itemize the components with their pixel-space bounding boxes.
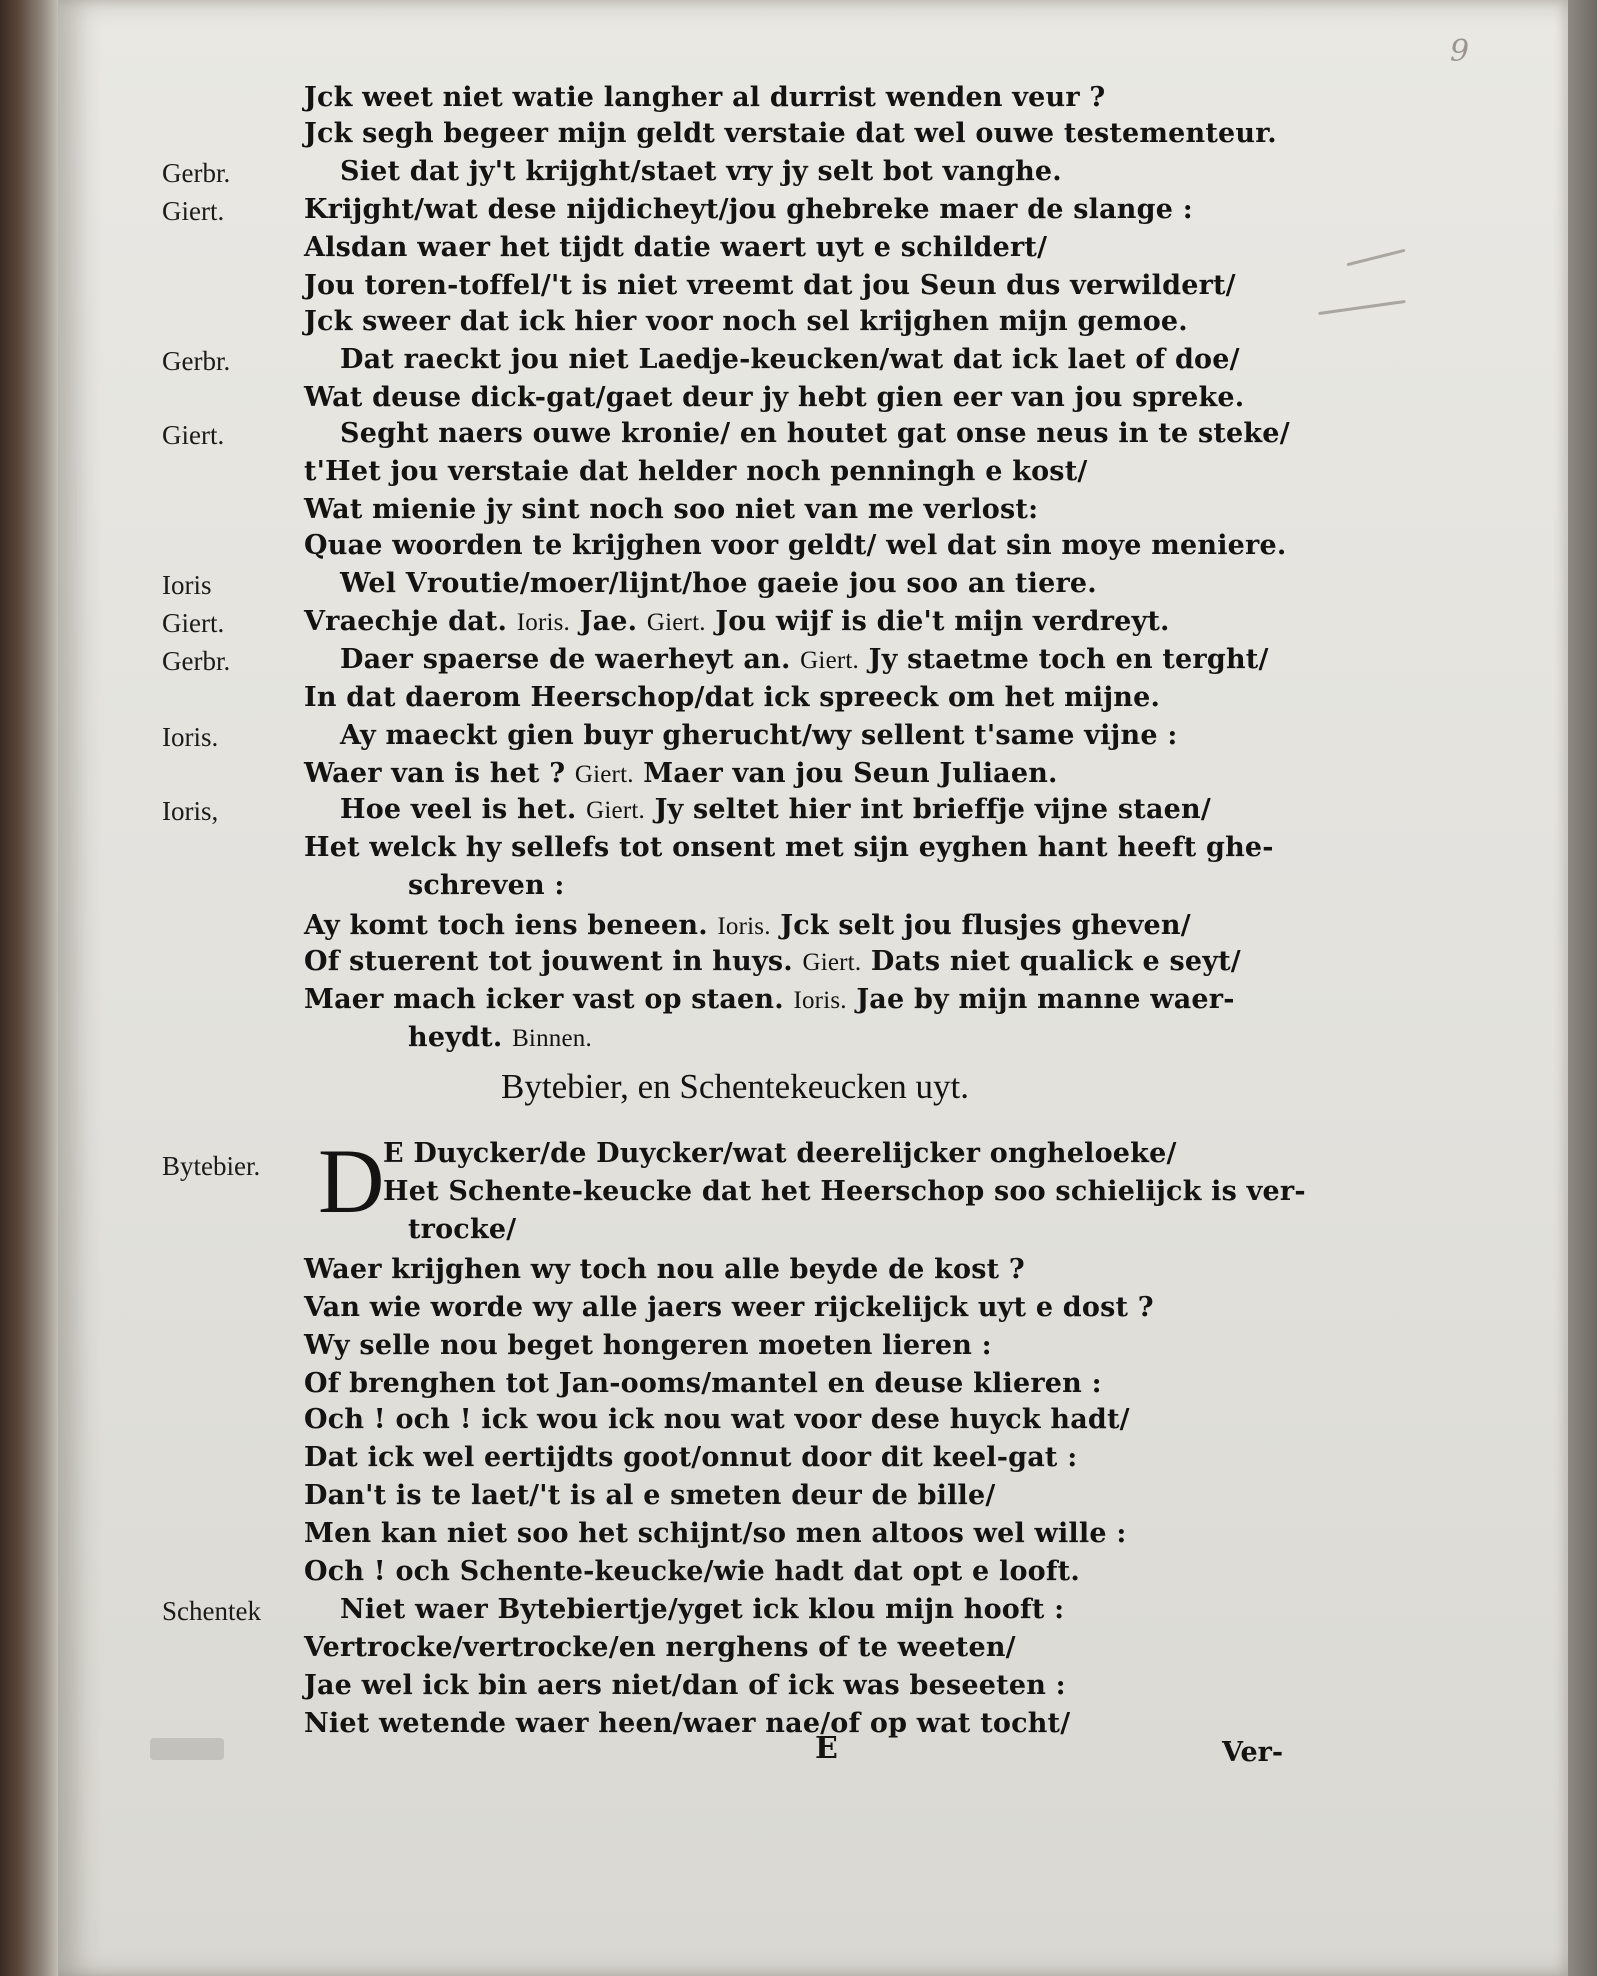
verse-text: Jae. bbox=[570, 606, 647, 637]
signature-mark: E bbox=[815, 1731, 838, 1766]
verse-line: Seght naers ouwe kronie/ en houtet gat onse neus in te steke/ bbox=[340, 418, 1290, 449]
speaker-label: Giert. bbox=[162, 196, 225, 226]
inline-speaker-name: Giert. bbox=[800, 647, 859, 674]
verse-line bbox=[304, 946, 1241, 977]
page-number: 9 bbox=[1450, 34, 1470, 69]
verse-line: Och ! och ! ick wou ick nou wat voor dese huyck hadt/ bbox=[304, 1404, 1130, 1435]
verse-text: Ay komt toch iens beneen. bbox=[304, 910, 718, 941]
verse-line: Of brenghen tot Jan-ooms/mantel en deuse klieren : bbox=[304, 1368, 1102, 1399]
speaker-label: Gerbr. bbox=[162, 346, 231, 376]
verse-text: Jou wijf is die't mijn verdreyt. bbox=[705, 606, 1170, 637]
verse-text: Daer spaerse de waerheyt an. bbox=[340, 644, 801, 675]
verse-line: trocke/ bbox=[408, 1214, 517, 1245]
verse-text: Of stuerent tot jouwent in huys. bbox=[304, 946, 803, 977]
verse-line bbox=[304, 984, 1235, 1015]
verse-line: Jck weet niet watie langher al durrist wenden veur ? bbox=[304, 82, 1106, 113]
verse-line: Wat deuse dick-gat/gaet deur jy hebt gien eer van jou spreke. bbox=[304, 382, 1245, 413]
verse-line: Alsdan waer het tijdt datie waert uyt e schildert/ bbox=[304, 232, 1048, 263]
verse-line: Niet wetende waer heen/waer nae/of op wat tocht/ bbox=[304, 1708, 1071, 1739]
verse-line: schreven : bbox=[408, 870, 565, 901]
verse-line: Jae wel ick bin aers niet/dan of ick was beseeten : bbox=[304, 1670, 1066, 1701]
verse-line: Het welck hy sellefs tot onsent met sijn eyghen hant heeft ghe- bbox=[304, 832, 1274, 863]
verse-line: Ay maeckt gien buyr gherucht/wy sellent t'same vijne : bbox=[340, 720, 1178, 751]
verse-line: Waer krijghen wy toch nou alle beyde de kost ? bbox=[304, 1254, 1025, 1285]
verse-line: Men kan niet soo het schijnt/so men altoos wel wille : bbox=[304, 1518, 1127, 1549]
speaker-label: Bytebier. bbox=[162, 1151, 261, 1181]
verse-line: Jck segh begeer mijn geldt verstaie dat wel ouwe testementeur. bbox=[304, 118, 1277, 149]
verse-line: Och ! och Schente-keucke/wie hadt dat opt e looft. bbox=[304, 1556, 1080, 1587]
verse-line: Siet dat jy't krijght/staet vry jy selt bot vanghe. bbox=[340, 156, 1062, 187]
drop-cap: D bbox=[318, 1130, 385, 1232]
verse-line: Krijght/wat dese nijdicheyt/jou ghebreke maer de slange : bbox=[304, 194, 1193, 225]
verse-line: Jck sweer dat ick hier voor noch sel krijghen mijn gemoe. bbox=[304, 306, 1188, 337]
verse-line bbox=[304, 910, 1191, 941]
verse-line bbox=[340, 644, 1269, 675]
verse-line: Dat raeckt jou niet Laedje-keucken/wat dat ick laet of doe/ bbox=[340, 344, 1240, 375]
verse-text: Maer mach icker vast op staen. bbox=[304, 984, 794, 1015]
verse-line bbox=[304, 758, 1058, 789]
verse-text: Dats niet qualick e seyt/ bbox=[861, 946, 1241, 977]
verse-line: Dat ick wel eertijdts goot/onnut door dit keel-gat : bbox=[304, 1442, 1078, 1473]
speaker-label: Gerbr. bbox=[162, 646, 231, 676]
verse-text: Hoe veel is het. bbox=[340, 794, 587, 825]
verse-line: Dan't is te laet/'t is al e smeten deur de bille/ bbox=[304, 1480, 996, 1511]
inline-speaker-name: Giert. bbox=[646, 609, 706, 636]
inline-speaker-name: Binnen. bbox=[512, 1025, 592, 1052]
verse-text: Waer van is het ? bbox=[304, 758, 575, 789]
verse-text: Maer van jou Seun Juliaen. bbox=[633, 758, 1058, 789]
verse-line bbox=[304, 606, 1170, 637]
inline-speaker-name: Giert. bbox=[574, 761, 634, 788]
speaker-label: Ioris bbox=[162, 570, 212, 600]
speaker-label: Gerbr. bbox=[162, 158, 231, 188]
verse-line: Wat mienie jy sint noch soo niet van me verlost: bbox=[304, 494, 1039, 525]
inline-speaker-name: Giert. bbox=[802, 949, 862, 976]
inline-speaker-name: Giert. bbox=[586, 797, 645, 824]
smudge bbox=[150, 1738, 224, 1760]
verse-line: Wy selle nou beget hongeren moeten lieren : bbox=[304, 1330, 992, 1361]
verse-line bbox=[340, 794, 1211, 825]
verse-line: Quae woorden te krijghen voor geldt/ wel dat sin moye meniere. bbox=[304, 530, 1287, 561]
speaker-label: Schentek bbox=[162, 1596, 261, 1626]
next-page-edge bbox=[1568, 0, 1597, 1976]
verse-line: Jou toren-toffel/'t is niet vreemt dat jou Seun dus verwildert/ bbox=[304, 270, 1236, 301]
scene-heading: Bytebier, en Schentekeucken uyt. bbox=[501, 1067, 970, 1106]
verse-text: Jy seltet hier int brieffje vijne staen/ bbox=[644, 794, 1211, 825]
verse-line: E Duycker/de Duycker/wat deerelijcker ongheloeke/ bbox=[383, 1138, 1177, 1169]
verse-line: Het Schente-keucke dat het Heerschop soo schielijck is ver- bbox=[383, 1176, 1306, 1207]
verse-text: Vraechje dat. bbox=[304, 606, 517, 637]
catchword: Ver- bbox=[1222, 1737, 1284, 1768]
speaker-label: Ioris, bbox=[162, 796, 219, 826]
verse-line: Wel Vroutie/moer/lijnt/hoe gaeie jou soo an tiere. bbox=[340, 568, 1097, 599]
verse-line: In dat daerom Heerschop/dat ick spreeck om het mijne. bbox=[304, 682, 1161, 713]
verse-line: Van wie worde wy alle jaers weer rijckelijck uyt e dost ? bbox=[304, 1292, 1154, 1323]
verse-line: t'Het jou verstaie dat helder noch penningh e kost/ bbox=[304, 456, 1088, 487]
speaker-label: Giert. bbox=[162, 420, 225, 450]
speaker-label: Ioris. bbox=[162, 722, 219, 752]
verse-text: Jy staetme toch en terght/ bbox=[859, 644, 1269, 675]
speaker-label: Giert. bbox=[162, 608, 225, 638]
inline-speaker-name: Ioris. bbox=[793, 987, 847, 1014]
verse-line bbox=[408, 1022, 592, 1053]
inline-speaker-name: Ioris. bbox=[717, 913, 771, 940]
verse-text: Jae by mijn manne waer- bbox=[846, 984, 1235, 1015]
inline-speaker-name: Ioris. bbox=[516, 609, 570, 636]
verse-line: Niet waer Bytebiertje/yget ick klou mijn hooft : bbox=[340, 1594, 1065, 1625]
verse-text: heydt. bbox=[408, 1022, 513, 1053]
verse-text: Jck selt jou flusjes gheven/ bbox=[770, 910, 1191, 941]
verse-line: Vertrocke/vertrocke/en nerghens of te weeten/ bbox=[304, 1632, 1016, 1663]
